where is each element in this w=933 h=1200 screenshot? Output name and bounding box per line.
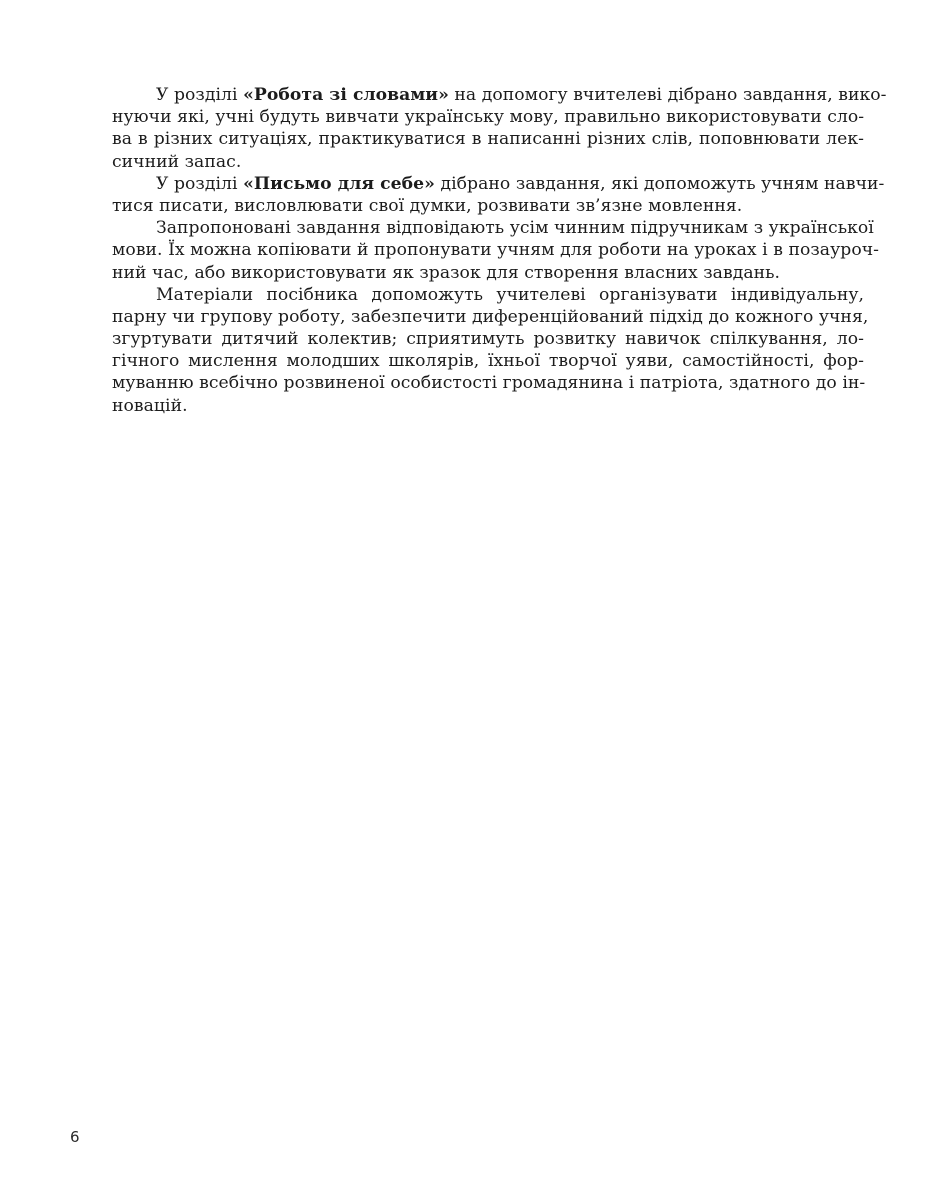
text-line [112, 195, 864, 217]
section-title-bold: «Письмо для себе» [243, 173, 435, 194]
text-line [112, 284, 864, 306]
text-run: ний час, або використовувати як зразок для створення власних завдань. [112, 262, 781, 283]
text-line [112, 306, 869, 328]
text-line [112, 372, 864, 394]
paragraph [112, 173, 885, 217]
text-run: ва в різних ситуаціях, практикуватися в написанні різних слів, поповнювати лек- [112, 129, 864, 150]
page-body-text [112, 84, 887, 417]
text-run: мови. Їх можна копіювати й пропонувати учням для роботи на уроках і в позауроч- [112, 240, 879, 261]
text-run: У розділі [156, 85, 244, 105]
text-run: сичний запас. [112, 151, 242, 172]
text-line [112, 128, 864, 150]
text-line [112, 151, 864, 173]
text-run: Запропоновані завдання відповідають усім чинним підручникам з української [156, 218, 874, 239]
page-number: 6 [70, 1128, 80, 1146]
paragraph [112, 284, 869, 417]
text-run: новацій. [112, 395, 188, 416]
text-run: муванню всебічно розвиненої особистості громадянина і патріота, здатного до ін- [112, 373, 866, 394]
text-run: дібрано завдання, які допоможуть учням навчи- [434, 173, 885, 194]
paragraph [112, 84, 887, 173]
text-line [112, 84, 887, 106]
text-run: парну чи групову роботу, забезпечити диференційований підхід до кожного учня, [112, 306, 869, 327]
text-run: гічного мислення молодших школярів, їхньої творчої уяви, самостійності, фор- [112, 351, 864, 372]
text-run: У розділі [156, 173, 244, 194]
text-run: тися писати, висловлювати свої думки, розвивати зв’язне мовлення. [112, 195, 743, 216]
text-line [112, 262, 864, 284]
text-line [112, 173, 885, 195]
paragraph [112, 217, 879, 284]
text-line [112, 328, 864, 350]
text-line [112, 350, 864, 372]
text-run: на допомогу вчителеві дібрано завдання, вико- [448, 85, 887, 105]
text-line [112, 395, 864, 417]
text-run: Матеріали посібника допоможуть учителеві організувати індивідуальну, [156, 284, 864, 305]
text-run: нуючи які, учні будуть вивчати українську мову, правильно використовувати сло- [112, 107, 865, 128]
text-run: згуртувати дитячий колектив; сприятимуть розвитку навичок спілкування, ло- [112, 329, 864, 350]
section-title-bold: «Робота зі словами» [243, 85, 449, 105]
text-line [112, 217, 874, 239]
text-line [112, 239, 879, 261]
text-line [112, 106, 864, 128]
